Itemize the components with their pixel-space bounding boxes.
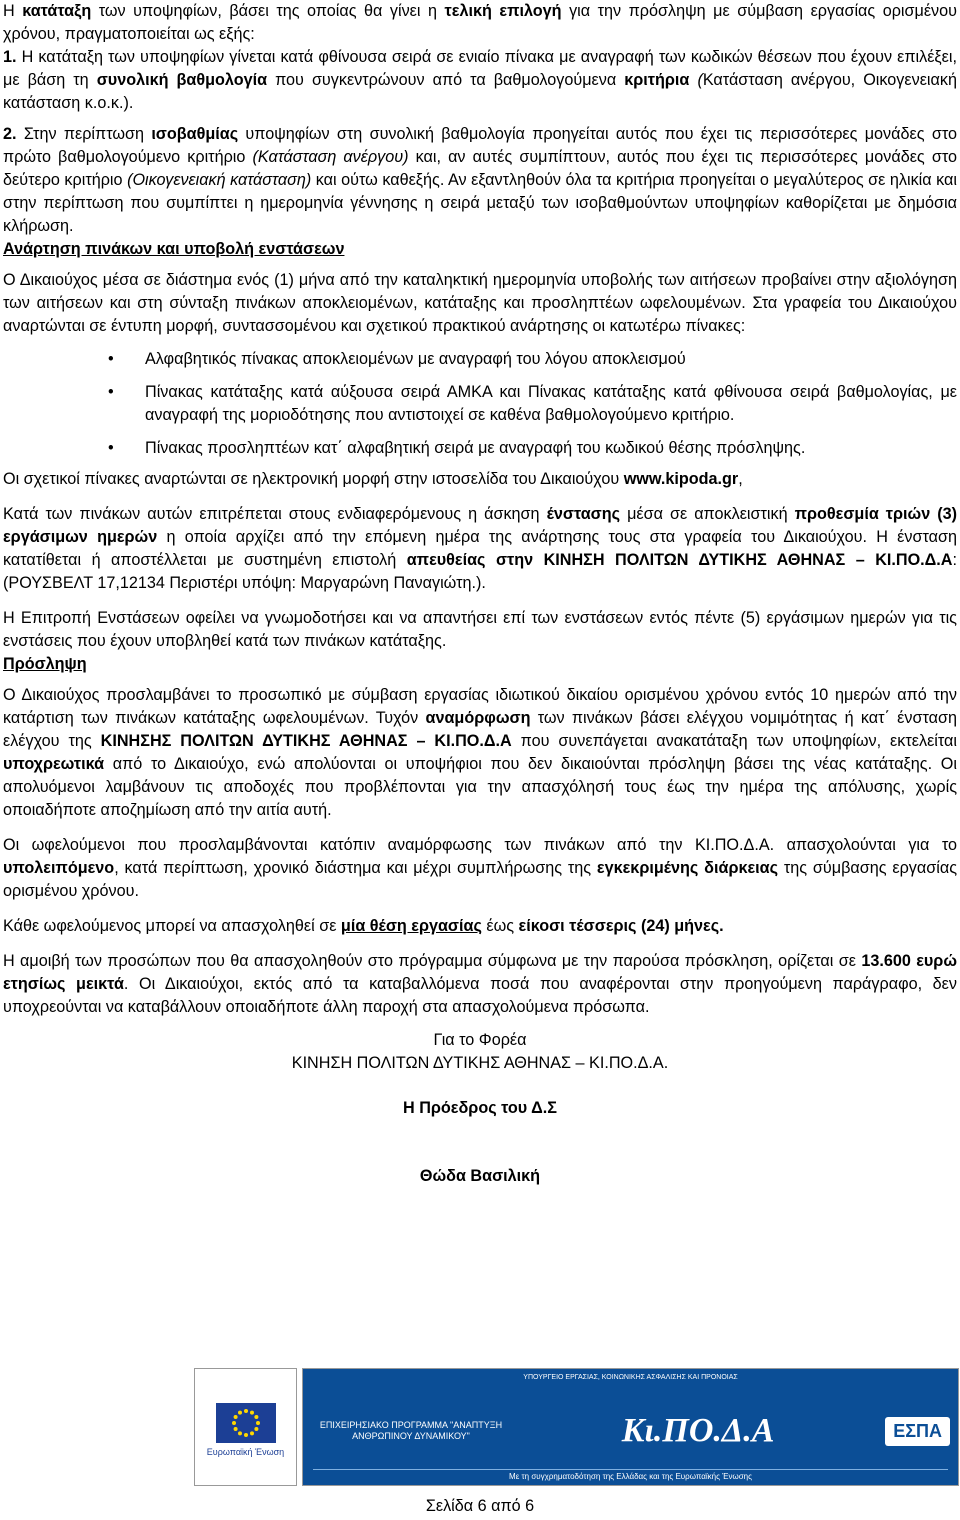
tables-list	[3, 348, 957, 460]
eu-logo	[194, 1368, 297, 1486]
signature-org: ΚΙΝΗΣΗ ΠΟΛΙΤΩΝ ΔΥΤΙΚΗΣ ΑΘΗΝΑΣ – ΚΙ.ΠΟ.Δ.Α.	[291, 1054, 669, 1072]
ranking-item-2: 2. Στην περίπτωση ισοβαθμίας υποψηφίων στη συνολική βαθμολογία προηγείται αυτός που έχει τις περισσότερες μονάδες στο πρώτο βαθμολογούμενο κριτήριο (Κατάσταση ανέργου) και, αν αυτές συμπίπτουν, αυτός που έχει τις περισσότερες μονάδες στο δεύτερο κριτήριο (Οικογενειακή κατάσταση) και ούτω καθεξής. Αν εξαντληθούν όλα τα κριτήρια προηγείται ο μεγαλύτερος σε ηλικία και στην περίπτωση που συμπίπτει η ημερομηνία γέννησης η σειρά μεταξύ των ισοβαθμούντων υποψηφίων καθορίζεται με δημόσια κλήρωση.	[3, 125, 958, 235]
pay-paragraph: Η αμοιβή των προσώπων που θα απασχοληθούν στο πρόγραμμα σύμφωνα με την παρούσα πρόσκληση, ορίζεται σε 13.600 ευρώ ετησίως μεικτά. Οι Δικαιούχοι, εκτός από τα καταβαλλόμενα ποσά που αναφέρονται στην προηγούμενη παράγραφο, δεν υποχρεούνται να καταβάλλουν οποιαδήποτε άλλη παροχή στα απασχολούμενα πρόσωπα.	[3, 952, 957, 1016]
ministry-line: ΥΠΟΥΡΓΕΙΟ ΕΡΓΑΣΙΑΣ, ΚΟΙΝΩΝΙΚΗΣ ΑΣΦΑΛΙΣΗΣ ΚΑΙ ΠΡΟΝΟΙΑΣ	[523, 1374, 738, 1381]
ranking-intro: Η κατάταξη των υποψηφίων, βάσει της οποίας θα γίνει η τελική επιλογή για την πρόσληψη με σύμβαση εργασίας ορισμένου χρόνου, πραγματοποιείται ως εξής:	[3, 2, 958, 43]
espa-logo: ΕΣΠΑ	[885, 1417, 950, 1446]
eu-label: Ευρωπαϊκή Ένωση	[206, 1447, 285, 1457]
ranking-item-1: 1. Η κατάταξη των υποψηφίων γίνεται κατά φθίνουσα σειρά σε ενιαίο πίνακα με αναγραφή των κωδικών θέσεων που έχουν επιλέξει, με βάση τη συνολική βαθμολογία που συγκεντρώνουν από τα βαθμολογούμενα κριτήρια (Κατάσταση ανέργου, Οικογενειακή κατάσταση κ.ο.κ.).	[3, 48, 957, 112]
section-heading-hiring: Πρόσληψη	[3, 655, 87, 673]
list-item: • Πίνακας προσληπτέων κατ΄ αλφαβητική σειρά με αναγραφή του κωδικού θέσης πρόσληψης.	[3, 437, 957, 460]
signature-role: Η Πρόεδρος του Δ.Σ	[403, 1099, 557, 1117]
duration-paragraph: Κάθε ωφελούμενος μπορεί να απασχοληθεί σε μία θέση εργασίας έως είκοσι τέσσερις (24) μήνες.	[3, 917, 724, 935]
website-link[interactable]: www.kipoda.gr	[623, 470, 739, 488]
cofunding-line: Με τη συγχρηματοδότηση της Ελλάδας και της Ευρωπαϊκής Ένωσης	[313, 1469, 948, 1481]
page-number: Σελίδα 6 από 6	[425, 1497, 535, 1515]
objection-paragraph: Κατά των πινάκων αυτών επιτρέπεται στους ενδιαφερόμενους η άσκηση ένστασης μέσα σε αποκλειστική προθεσμία τριών (3) εργάσιμων ημερών η οποία αρχίζει από την επόμενη ημέρα της ανάρτησης τους στα γραφεία του Δικαιούχου. Η ένσταση κατατίθεται ή αποστέλλεται με συστημένη επιστολή απευθείας στην ΚΙΝΗΣΗ ΠΟΛΙΤΩΝ ΔΥΤΙΚΗΣ ΑΘΗΝΑΣ – ΚΙ.ΠΟ.Δ.Α: (ΡΟΥΣΒΕΛΤ 17,12134 Περιστέρι υπόψη: Μαργαρώνη Παναγιώτη.).	[3, 505, 957, 592]
hiring-paragraph: Ο Δικαιούχος προσλαμβάνει το προσωπικό με σύμβαση εργασίας ιδιωτικού δικαίου ορισμένου χρόνου εντός 10 ημερών από την κατάρτιση των πινάκων κατάταξης ωφελουμένων. Τυχόν αναμόρφωση των πινάκων βάσει ελέγχου νομιμότητας ή κατ΄ ένσταση ελέγχου της ΚΙΝΗΣΗΣ ΠΟΛΙΤΩΝ ΔΥΤΙΚΗΣ ΑΘΗΝΑΣ – ΚΙ.ΠΟ.Δ.Α που συνεπάγεται ανακατάταξη των υποψηφίων, εκτελείται υποχρεωτικά από το Δικαιούχο, ενώ απολύονται οι υποψήφιοι που δεν δικαιούνται πρόσληψη βάσει της νέας κατάταξης. Οι απολυόμενοι λαμβάνουν τις αποδοχές που προβλέπονται για την απασχόλησή τους έως την ημέρα της απόλυσης, χωρίς οποιαδήποτε αποζημίωση από την αιτία αυτή.	[3, 686, 957, 819]
programme-banner	[302, 1368, 959, 1486]
list-item: • Πίνακας κατάταξης κατά αύξουσα σειρά ΑΜΚΑ και Πίνακας κατάταξης κατά φθίνουσα σειρά βαθμολογίας, με αναγραφή της μοριοδότησης που αντιστοιχεί σε καθένα βαθμολογούμενο κριτήριο.	[3, 381, 957, 427]
posting-paragraph: Ο Δικαιούχος μέσα σε διάστημα ενός (1) μήνα από την καταληκτική ημερομηνία υποβολής των αιτήσεων προβαίνει στην αξιολόγηση των αιτήσεων και στη σύνταξη πινάκων αποκλειομένων, κατάταξης και προσληπτέων ωφελουμένων. Στα γραφεία του Δικαιούχου αναρτώνται σε έντυπη μορφή, συντασσομένου και σχετικού πρακτικού ανάρτησης οι κατωτέρω πίνακες:	[3, 271, 957, 335]
programme-title: ΕΠΙΧΕΙΡΗΣΙΑΚΟ ΠΡΟΓΡΑΜΜΑ "ΑΝΑΠΤΥΞΗ ΑΝΘΡΩΠΙΝΟΥ ΔΥΝΑΜΙΚΟΥ"	[319, 1420, 503, 1441]
kipoda-logo: Κι.ΠΟ.Δ.Α	[621, 1412, 775, 1449]
committee-paragraph: Η Επιτροπή Ενστάσεων οφείλει να γνωμοδοτήσει και να απαντήσει επί των ενστάσεων εντός πέντε (5) εργάσιμων ημερών για τις ενστάσεις που έχουν υποβληθεί κατά των πινάκων κατάταξης.	[3, 609, 957, 650]
eu-flag-icon	[216, 1403, 276, 1443]
document-body	[3, 0, 957, 1188]
signature-name: Θώδα Βασιλική	[419, 1167, 541, 1185]
signature-for-body: Για το Φορέα	[433, 1031, 527, 1049]
beneficiaries-paragraph: Οι ωφελούμενοι που προσλαμβάνονται κατόπιν αναμόρφωσης των πινάκων από την ΚΙ.ΠΟ.Δ.Α. απασχολούνται για το υπολειπόμενο, κατά περίπτωση, χρονικό διάστημα και μέχρι συμπλήρωσης της εγκεκριμένης διάρκειας της σύμβασης εργασίας ορισμένου χρόνου.	[3, 836, 957, 900]
funding-logos	[194, 1368, 959, 1486]
list-item: • Αλφαβητικός πίνακας αποκλειομένων με αναγραφή του λόγου αποκλεισμού	[3, 348, 957, 371]
section-heading-posting: Ανάρτηση πινάκων και υποβολή ενστάσεων	[3, 240, 345, 258]
electronic-posting-paragraph: Οι σχετικοί πίνακες αναρτώνται σε ηλεκτρονική μορφή στην ιστοσελίδα του Δικαιούχου www.kipoda.gr,	[3, 470, 743, 488]
